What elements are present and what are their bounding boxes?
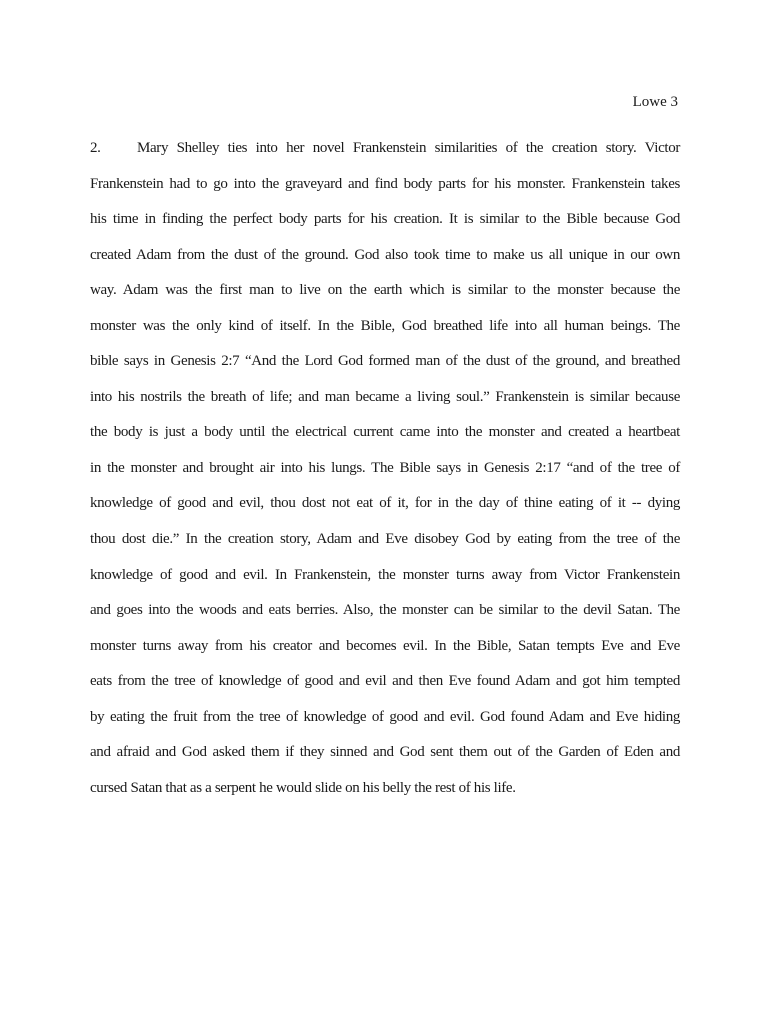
paragraph-line: by eating the fruit from the tree of knowledge of good and evil. God found Adam and Eve hiding xyxy=(90,708,680,725)
paragraph-line: his time in finding the perfect body parts for his creation. It is similar to the Bible because God xyxy=(90,211,680,228)
item-number: 2. xyxy=(90,140,101,156)
paragraph-line: and afraid and God asked them if they sinned and God sent them out of the Garden of Eden and xyxy=(90,744,680,761)
paragraph-line: way. Adam was the first man to live on the earth which is similar to the monster because the xyxy=(90,282,680,299)
essay-body xyxy=(90,136,680,811)
paragraph-line: eats from the tree of knowledge of good and evil and then Eve found Adam and got him tempted xyxy=(90,673,680,690)
paragraph-line: knowledge of good and evil. In Frankenstein, the monster turns away from Victor Frankenstein xyxy=(90,566,680,583)
paragraph-line: Frankenstein had to go into the graveyard and find body parts for his monster. Frankenstein takes xyxy=(90,175,680,192)
paragraph-line: into his nostrils the breath of life; and man became a living soul.” Frankenstein is similar because xyxy=(90,388,680,405)
page-number-label: Lowe 3 xyxy=(632,94,678,110)
paragraph-line: and goes into the woods and eats berries. Also, the monster can be similar to the devil Satan. The xyxy=(90,602,680,619)
paragraph-line: bible says in Genesis 2:7 “And the Lord God formed man of the dust of the ground, and breathed xyxy=(90,353,680,370)
paragraph-line: the body is just a body until the electrical current came into the monster and created a heartbeat xyxy=(90,424,680,441)
paragraph-line: knowledge of good and evil, thou dost not eat of it, for in the day of thine eating of it -- dying xyxy=(90,495,680,512)
paragraph-line xyxy=(90,136,680,172)
paragraph-line: thou dost die.” In the creation story, Adam and Eve disobey God by eating from the tree of the xyxy=(90,531,680,548)
line-text: Mary Shelley ties into her novel Frankenstein similarities of the creation story. Victor xyxy=(137,140,680,156)
paragraph-line: monster turns away from his creator and becomes evil. In the Bible, Satan tempts Eve and Eve xyxy=(90,637,680,654)
page-header xyxy=(633,92,678,112)
paragraph-line: monster was the only kind of itself. In the Bible, God breathed life into all human beings. The xyxy=(90,317,680,334)
paragraph-line: in the monster and brought air into his lungs. The Bible says in Genesis 2:17 “and of the tree of xyxy=(90,459,680,476)
paragraph-line: created Adam from the dust of the ground. God also took time to make us all unique in our own xyxy=(90,246,680,263)
paragraph-line-last: cursed Satan that as a serpent he would slide on his belly the rest of his life. xyxy=(90,779,516,796)
